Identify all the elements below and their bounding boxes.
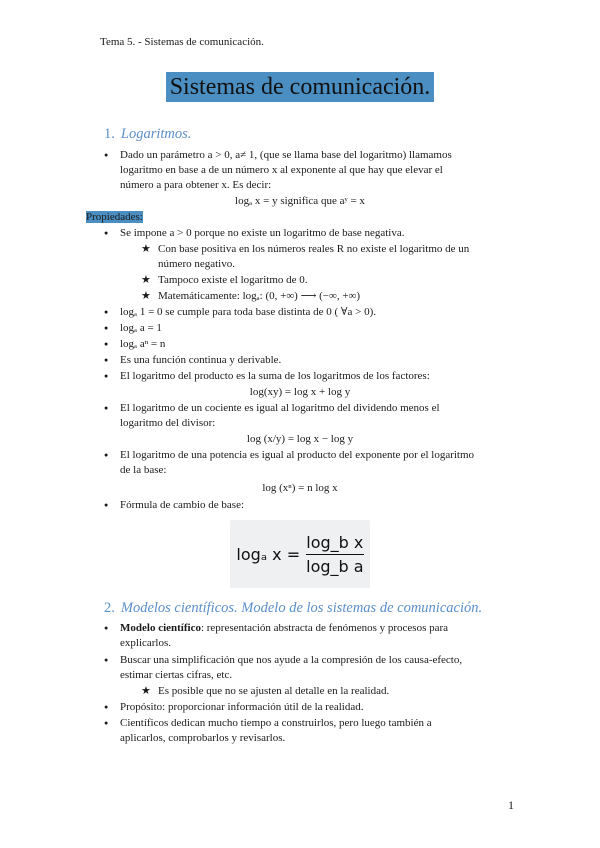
item-4-line-2: aplicarlos, comprobarlos y revisarlos. — [120, 732, 286, 744]
property-8-line-2: de la base: — [120, 464, 167, 476]
property-4: logₐ aⁿ = n — [120, 338, 166, 350]
bullet-icon — [104, 337, 112, 354]
property-1-sub-1-line-1: Con base positiva en los números reales R no existe el logaritmo de un — [158, 243, 470, 255]
property-6: El logaritmo del producto es la suma de los logaritmos de los factores: — [120, 370, 430, 382]
bullet-icon — [104, 448, 112, 465]
bullet-icon — [104, 716, 112, 733]
star-bullet-icon: ★ — [141, 243, 151, 255]
star-bullet-icon: ★ — [141, 685, 151, 697]
intro-line-3: número a para obtener x. Es decir: — [120, 179, 272, 191]
formula-lhs: logₐ x = — [236, 544, 301, 564]
bullet-icon — [104, 401, 112, 418]
properties-label-text: Propiedades: — [86, 211, 143, 223]
page-title: Sistemas de comunicación. — [166, 72, 435, 102]
section-2-title: Modelos científicos. Modelo de los sistemas de comunicación. — [120, 600, 483, 616]
bullet-icon — [104, 653, 112, 670]
bullet-icon — [104, 305, 112, 322]
property-9: Fórmula de cambio de base: — [120, 499, 245, 511]
intro-line-1: Dado un parámetro a > 0, a≠ 1, (que se llama base del logaritmo) llamamos — [120, 149, 452, 161]
intro-line-2: logaritmo en base a de un número x al exponente al que hay que elevar el — [120, 164, 443, 176]
formula-denominator: log_b a — [306, 556, 364, 576]
property-7-line-1: El logaritmo de un cociente es igual al logaritmo del dividendo menos el — [120, 402, 440, 414]
definition-formula: logₐ x = y significa que aʸ = x — [235, 195, 365, 207]
properties-label — [86, 210, 143, 226]
section-1-heading — [104, 126, 191, 143]
formula-fraction — [306, 533, 363, 576]
formula-numerator: log_b x — [306, 532, 364, 552]
bullet-icon — [104, 621, 112, 638]
property-7-line-2: logaritmo del divisor: — [120, 417, 216, 429]
item-1-line-2: explicarlos. — [120, 637, 172, 649]
star-bullet-icon: ★ — [141, 290, 151, 302]
bullet-icon — [104, 498, 112, 515]
document-header: Tema 5. - Sistemas de comunicación. — [100, 36, 264, 48]
property-7-formula: log (x/y) = log x − log y — [246, 433, 354, 445]
bullet-icon — [104, 148, 112, 165]
property-8-formula: log (xⁿ) = n log x — [262, 482, 338, 494]
item-2-line-1: Buscar una simplificación que nos ayude a la compresión de los causa-efecto, — [120, 654, 463, 666]
section-1-number: 1. — [104, 126, 115, 142]
section-2-number: 2. — [104, 600, 115, 616]
section-1-title: Logaritmos. — [120, 126, 192, 142]
change-of-base-formula — [230, 520, 370, 588]
property-8-line-1: El logaritmo de una potencia es igual al producto del exponente por el logaritmo — [120, 449, 475, 461]
property-6-formula: log(xy) = log x + log y — [249, 386, 351, 398]
bullet-icon — [104, 700, 112, 717]
property-1-sub-3: Matemáticamente: logₐ: (0, +∞) ⟶ (−∞, +∞) — [158, 290, 361, 302]
property-1-sub-1-line-2: número negativo. — [158, 258, 235, 270]
item-1-line-1 — [120, 621, 515, 637]
property-5: Es una función continua y derivable. — [120, 354, 282, 366]
property-2: logₐ 1 = 0 se cumple para toda base distinta de 0 ( ∀a > 0). — [120, 306, 377, 318]
property-3: logₐ a = 1 — [120, 322, 162, 334]
fraction-bar — [306, 554, 363, 555]
property-1-sub-2: Tampoco existe el logaritmo de 0. — [158, 274, 308, 286]
bullet-icon — [104, 226, 112, 243]
item-1-rest: : representación abstracta de fenómenos y procesos para — [200, 622, 449, 634]
bullet-icon — [104, 321, 112, 338]
item-4-line-1: Científicos dedican mucho tiempo a construirlos, pero luego también a — [120, 717, 432, 729]
star-bullet-icon: ★ — [141, 274, 151, 286]
item-2-line-2: estimar ciertas cifras, etc. — [120, 669, 233, 681]
item-1-bold: Modelo científico — [120, 622, 201, 634]
page-number: 1 — [508, 798, 514, 812]
bullet-icon — [104, 369, 112, 386]
bullet-icon — [104, 353, 112, 370]
item-2-sub: Es posible que no se ajusten al detalle en la realidad. — [158, 685, 390, 697]
title-container — [0, 72, 600, 102]
property-1: Se impone a > 0 porque no existe un logaritmo de base negativa. — [120, 227, 405, 239]
section-2-heading — [104, 600, 482, 617]
item-3: Propósito: proporcionar información útil de la realidad. — [120, 701, 364, 713]
